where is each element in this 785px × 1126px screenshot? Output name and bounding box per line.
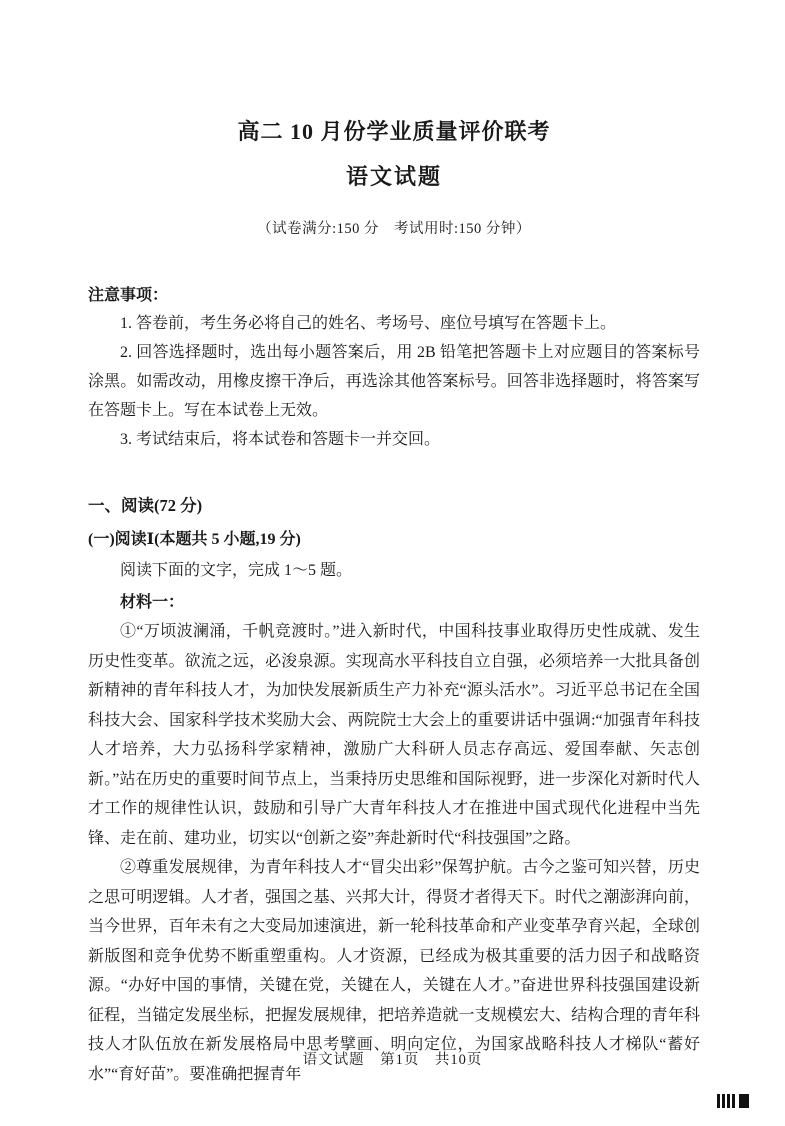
reading-instruction: 阅读下面的文字，完成 1～5 题。 — [120, 562, 353, 579]
exam-info-line: （试卷满分:150 分 考试用时:150 分钟） — [257, 221, 531, 237]
section-heading-reading: 一、阅读(72 分) — [88, 496, 203, 515]
exam-subject-title: 语文试题 — [345, 164, 442, 189]
notice-item-3: 3. 考试结束后，将本试卷和答题卡一并交回。 — [120, 431, 441, 448]
page-footer: 语文试题 第1页 共10页 — [302, 1052, 483, 1068]
notice-heading: 注意事项： — [88, 287, 169, 304]
print-mark-block — [739, 1094, 749, 1108]
subsection-heading-reading-1: (一)阅读Ⅰ(本题共 5 小题,19 分) — [88, 531, 301, 548]
exam-title: 高二 10 月份学业质量评价联考 — [237, 119, 551, 144]
print-registration-mark — [717, 1094, 763, 1108]
print-mark-bars — [717, 1094, 735, 1108]
page-content — [88, 0, 700, 1089]
material-one-label: 材料一： — [120, 594, 185, 611]
notice-item-1: 1. 答卷前，考生务必将自己的姓名、考场号、座位号填写在答题卡上。 — [120, 315, 617, 332]
material-paragraph-2: ②尊重发展规律，为青年科技人才“冒尖出彩”保驾护航。古今之鉴可知兴替，历史之思可明逻辑。人才者，强国之基、兴邦大计，得贤才者得天下。时代之潮澎湃向前，当今世界，百年未有之大变局加速演进，新一轮科技革命和产业变革孕育兴起，全球创新版图和竞争优势不断重塑重构。人才资源，已经成为极其重要的活力因子和战略资源。“办好中国的事情，关键在党，关键在人，关键在人才。”奋进世界科技强国建设新征程，当锚定发展坐标，把握发展规律，把培养造就一支规模宏大、结构合理的青年科技人才队伍放在新发展格局中思考擘画、明向定位，为国家战略科技人才梯队“蓄好水”“育好苗”。要准确把握青年 — [88, 859, 700, 1083]
material-paragraph-1: ①“万顷波澜涌，千帆竞渡时。”进入新时代，中国科技事业取得历史性成就、发生历史性变革。欲流之远，必浚泉源。实现高水平科技自立自强，必须培养一大批具备创新精神的青年科技人才，为加快发展新质生产力补充“源头活水”。习近平总书记在全国科技大会、国家科学技术奖励大会、两院院士大会上的重要讲话中强调:“加强青年科技人才培养，大力弘扬科学家精神，激励广大科研人员志存高远、爱国奉献、矢志创新。”站在历史的重要时间节点上，当秉持历史思维和国际视野，进一步深化对新时代人才工作的规律性认识，鼓励和引导广大青年科技人才在推进中国式现代化进程中当先锋、走在前、建功业，切实以“创新之姿”奔赴新时代“科技强国”之路。 — [88, 623, 700, 847]
notice-item-2: 2. 回答选择题时，选出每小题答案后，用 2B 铅笔把答题卡上对应题目的答案标号涂黑。如需改动，用橡皮擦干净后，再选涂其他答案标号。回答非选择题时，将答案写在答题卡上。写在本试卷上无效。 — [88, 344, 700, 419]
